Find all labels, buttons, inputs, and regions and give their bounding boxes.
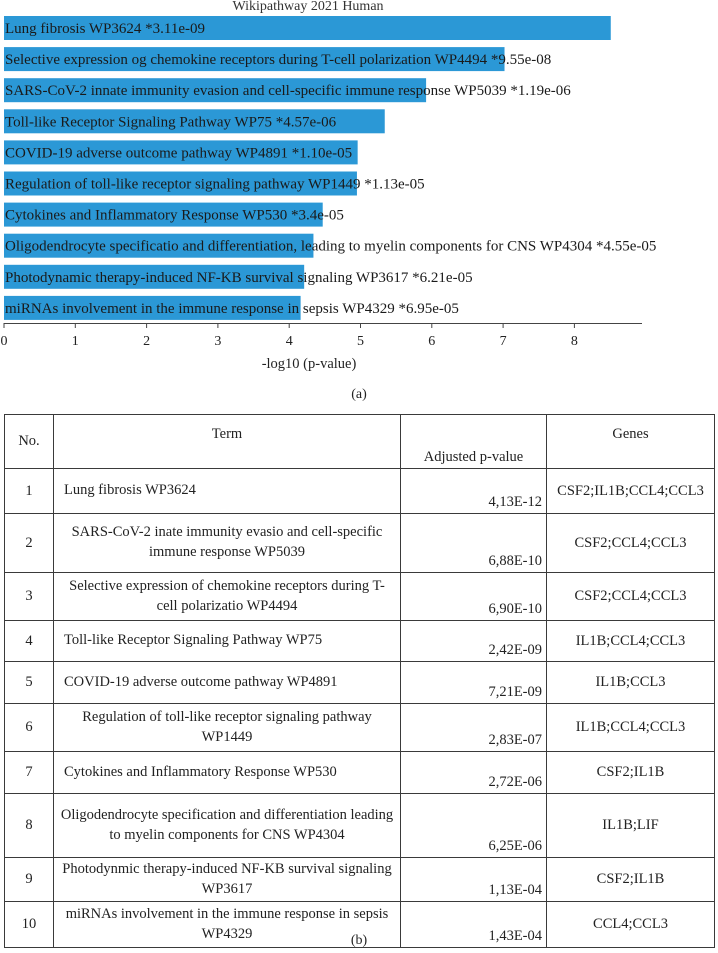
bar-label: Cytokines and Inflammatory Response WP530 *3.4e-05 bbox=[5, 207, 344, 224]
table-row bbox=[5, 858, 715, 902]
row-term: Regulation of toll-like receptor signaling pathway WP1449 bbox=[54, 704, 401, 752]
chart-title: Wikipathway 2021 Human bbox=[232, 0, 384, 14]
bar-label: Selective expression og chemokine receptors during T-cell polarization WP4494 *9.55e-08 bbox=[5, 52, 552, 69]
x-tick-label: 1 bbox=[71, 334, 79, 349]
header-no: No. bbox=[5, 415, 54, 469]
table-row bbox=[5, 704, 715, 752]
x-tick-label: 5 bbox=[357, 334, 364, 349]
bar-label: Photodynamic therapy-induced NF-KB survival signaling WP3617 *6.21e-05 bbox=[5, 269, 473, 286]
x-tick-label: 0 bbox=[0, 334, 8, 349]
row-genes: IL1B;CCL3 bbox=[547, 662, 715, 704]
bar-label: Toll-like Receptor Signaling Pathway WP75 *4.57e-06 bbox=[5, 114, 337, 131]
row-adjusted-p-value: 2,72E-06 bbox=[401, 752, 547, 794]
row-genes: CCL4;CCL3 bbox=[547, 902, 715, 948]
row-number: 10 bbox=[5, 902, 54, 948]
row-genes: CSF2;IL1B bbox=[547, 752, 715, 794]
row-genes: CSF2;CCL4;CCL3 bbox=[547, 573, 715, 621]
row-term: Toll-like Receptor Signaling Pathway WP75 bbox=[54, 621, 401, 662]
row-number: 6 bbox=[5, 704, 54, 752]
row-genes: IL1B;CCL4;CCL3 bbox=[547, 704, 715, 752]
x-tick-label: 8 bbox=[570, 334, 578, 349]
row-term: Selective expression of chemokine receptors during T-cell polarizatio WP4494 bbox=[54, 573, 401, 621]
bar-label: SARS-CoV-2 innate immunity evasion and cell-specific immune response WP5039 *1.19e-06 bbox=[5, 83, 571, 100]
header-genes: Genes bbox=[547, 415, 715, 469]
row-genes: IL1B;LIF bbox=[547, 794, 715, 858]
row-adjusted-p-value: 2,83E-07 bbox=[401, 704, 547, 752]
x-tick-label: 4 bbox=[285, 334, 293, 349]
bar-label: Oligodendrocyte specificatio and differentiation, leading to myelin components for CNS WP4304 *4.55e-05 bbox=[5, 238, 657, 255]
table-row bbox=[5, 514, 715, 573]
table-row bbox=[5, 752, 715, 794]
row-adjusted-p-value: 1,43E-04 bbox=[401, 902, 547, 948]
row-genes: CSF2;IL1B bbox=[547, 858, 715, 902]
row-term: SARS-CoV-2 inate immunity evasio and cell-specific immune response WP5039 bbox=[54, 514, 401, 573]
bar-label: miRNAs involvement in the immune response in sepsis WP4329 *6.95e-05 bbox=[5, 300, 459, 317]
row-number: 1 bbox=[5, 469, 54, 514]
caption-a: (a) bbox=[351, 387, 367, 402]
row-adjusted-p-value: 6,90E-10 bbox=[401, 573, 547, 621]
table-row bbox=[5, 621, 715, 662]
row-number: 8 bbox=[5, 794, 54, 858]
row-adjusted-p-value: 4,13E-12 bbox=[401, 469, 547, 514]
row-adjusted-p-value: 1,13E-04 bbox=[401, 858, 547, 902]
row-term: Photodynmic therapy-induced NF-KB survival signaling WP3617 bbox=[54, 858, 401, 902]
x-tick-label: 3 bbox=[214, 334, 222, 349]
row-term: Lung fibrosis WP3624 bbox=[54, 469, 401, 514]
bar-label: Lung fibrosis WP3624 *3.11e-09 bbox=[5, 21, 205, 37]
table-row bbox=[5, 794, 715, 858]
row-number: 3 bbox=[5, 573, 54, 621]
row-number: 7 bbox=[5, 752, 54, 794]
row-genes: CSF2;CCL4;CCL3 bbox=[547, 514, 715, 573]
table-row bbox=[5, 573, 715, 621]
bar-label: Regulation of toll-like receptor signaling pathway WP1449 *1.13e-05 bbox=[5, 176, 425, 193]
row-adjusted-p-value: 2,42E-09 bbox=[401, 621, 547, 662]
row-adjusted-p-value: 6,88E-10 bbox=[401, 514, 547, 573]
row-term: COVID-19 adverse outcome pathway WP4891 bbox=[54, 662, 401, 704]
x-axis-label: -log10 (p-value) bbox=[261, 356, 357, 372]
x-tick-label: 7 bbox=[499, 334, 507, 349]
row-number: 4 bbox=[5, 621, 54, 662]
header-term: Term bbox=[54, 415, 401, 469]
table-row bbox=[5, 662, 715, 704]
row-adjusted-p-value: 6,25E-06 bbox=[401, 794, 547, 858]
x-tick-label: 6 bbox=[428, 334, 436, 349]
table-header-row bbox=[5, 415, 715, 469]
row-number: 5 bbox=[5, 662, 54, 704]
row-adjusted-p-value: 7,21E-09 bbox=[401, 662, 547, 704]
row-term: Cytokines and Inflammatory Response WP530 bbox=[54, 752, 401, 794]
results-table bbox=[4, 414, 715, 948]
row-number: 9 bbox=[5, 858, 54, 902]
row-term: Oligodendrocyte specification and differentiation leading to myelin components for CNS WP4304 bbox=[54, 794, 401, 858]
table-row bbox=[5, 469, 715, 514]
caption-b: (b) bbox=[350, 933, 368, 948]
bar-label: COVID-19 adverse outcome pathway WP4891 *1.10e-05 bbox=[5, 145, 353, 162]
bar-chart bbox=[0, 0, 718, 380]
header-adjusted-p-value: Adjusted p-value bbox=[401, 415, 547, 469]
row-number: 2 bbox=[5, 514, 54, 573]
row-genes: CSF2;IL1B;CCL4;CCL3 bbox=[547, 469, 715, 514]
row-genes: IL1B;CCL4;CCL3 bbox=[547, 621, 715, 662]
row-term: miRNAs involvement in the immune response in sepsis WP4329 bbox=[54, 902, 401, 948]
x-tick-label: 2 bbox=[143, 334, 151, 349]
